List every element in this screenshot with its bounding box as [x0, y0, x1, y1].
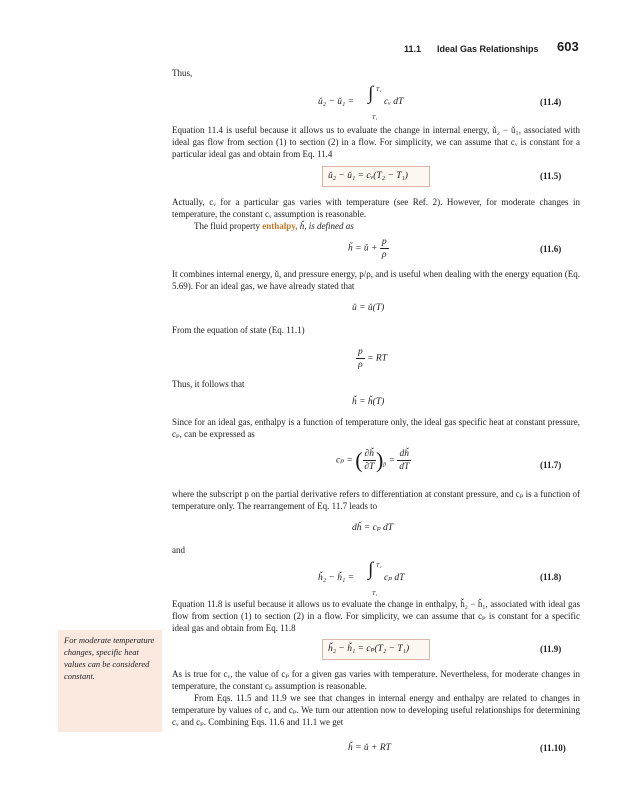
paragraph-eq-11-8-note: Equation 11.8 is useful because it allows us to evaluate the change in enthalpy, ȟ₂ − ȟ₁, associated with ideal gas flow from section (1) to section (2) in a flow. For simplicity, we can assume that cₚ is constant for a specific ideal gas and obtain from Eq. 11.8: [172, 599, 580, 633]
margin-note: [58, 630, 162, 732]
paragraph-enthalpy-def: The fluid property enthalpy, ȟ, is defined as: [194, 221, 354, 231]
paragraph-specific-heat-cp: Since for an ideal gas, enthalpy is a function of temperature only, the ideal gas specific heat at constant pressure, cₚ, can be expressed as: [172, 417, 580, 439]
equation-number-11-10: (11.10): [540, 743, 566, 753]
equation-11-4: ǔ₂ − ǔ₁ = ∫ T₂ T₁ cᵥ dT: [318, 83, 404, 121]
equation-11-5: ǔ₂ − ǔ₁ = cᵥ(T₂ − T₁): [328, 171, 408, 181]
header-section-number: 11.1: [404, 44, 422, 54]
equation-u-of-T: ǔ = ǔ(T): [352, 303, 385, 313]
equation-11-6: ȟ = ǔ + $\frac{p}{\rho}$: [348, 237, 387, 260]
equation-11-9: ȟ₂ − ȟ₁ = cₚ(T₂ − T₁): [328, 644, 410, 654]
equation-number-11-6: (11.6): [540, 244, 562, 254]
paragraph-thus-2: Thus, it follows that: [172, 379, 245, 389]
integral-sign: ∫: [368, 559, 374, 580]
margin-note-text: For moderate temperature changes, specific heat values can be considered constant.: [64, 635, 155, 681]
equation-11-10: ȟ = ǔ + RT: [348, 743, 391, 753]
integral-sign: ∫: [368, 83, 374, 104]
keyword-enthalpy: enthalpy,: [262, 221, 298, 231]
equation-11-8: ȟ₂ − ȟ₁ = ∫ T₂ T₁ cₚ dT: [318, 559, 405, 597]
equation-number-11-8: (11.8): [540, 572, 562, 582]
equation-number-11-7: (11.7): [540, 460, 562, 470]
header-title: Ideal Gas Relationships: [437, 44, 539, 54]
equation-number-11-9: (11.9): [540, 644, 562, 654]
paragraph-cv-varies: Actually, cᵥ for a particular gas varies with temperature (see Ref. 2). However, for moderate changes in temperature, the constant cᵥ assumption is reasonable.: [172, 197, 580, 219]
paragraph-and: and: [172, 545, 185, 555]
equation-dh: dȟ = cₚ dT: [352, 523, 394, 533]
paragraph-equation-of-state: From the equation of state (Eq. 11.1): [172, 325, 305, 335]
equation-number-11-4: (11.4): [540, 97, 562, 107]
paragraph-thus-1: Thus,: [172, 68, 193, 78]
equation-h-of-T: ȟ = ȟ(T): [352, 397, 385, 407]
paragraph-combining-eqs: From Eqs. 11.5 and 11.9 we see that changes in internal energy and enthalpy are related to changes in temperature by values of cᵥ and cₚ. We turn our attention now to developing useful relationships for determining cᵥ and cₚ. Combining Eqs. 11.6 and 11.1 we get: [172, 693, 580, 727]
paragraph-internal-pressure-energy: It combines internal energy, ǔ, and pressure energy, p/ρ, and is useful when dealing with the energy equation (Eq. 5.69). For an ideal gas, we have already stated that: [172, 269, 580, 291]
paragraph-cp-varies: As is true for cᵥ, the value of cₚ for a given gas varies with temperature. Nevertheless, for moderate changes in temperature, the constant cₚ assumption is reasonable.: [172, 669, 580, 691]
equation-11-7: cₚ = ( $\frac{\partial ȟ}{\partial T}$ )$_p$ = $\frac{dȟ}{dT}$: [336, 447, 410, 473]
equation-state: $\frac{p}{\rho}$ = RT: [358, 347, 387, 370]
paragraph-eq-11-4-note: Equation 11.4 is useful because it allows us to evaluate the change in internal energy, ǔ₂ − ǔ₁, associated with ideal gas flow from section (1) to section (2) in a flow. For simplicity, we can assume that cᵥ is constant for a particular ideal gas and obtain from Eq. 11.4: [172, 125, 580, 159]
page-number: 603: [557, 39, 579, 54]
paragraph-subscript-p: where the subscript p on the partial derivative refers to differentiation at constant pressure, and cₚ is a function of temperature only. The rearrangement of Eq. 11.7 leads to: [172, 489, 580, 511]
equation-number-11-5: (11.5): [540, 171, 562, 181]
